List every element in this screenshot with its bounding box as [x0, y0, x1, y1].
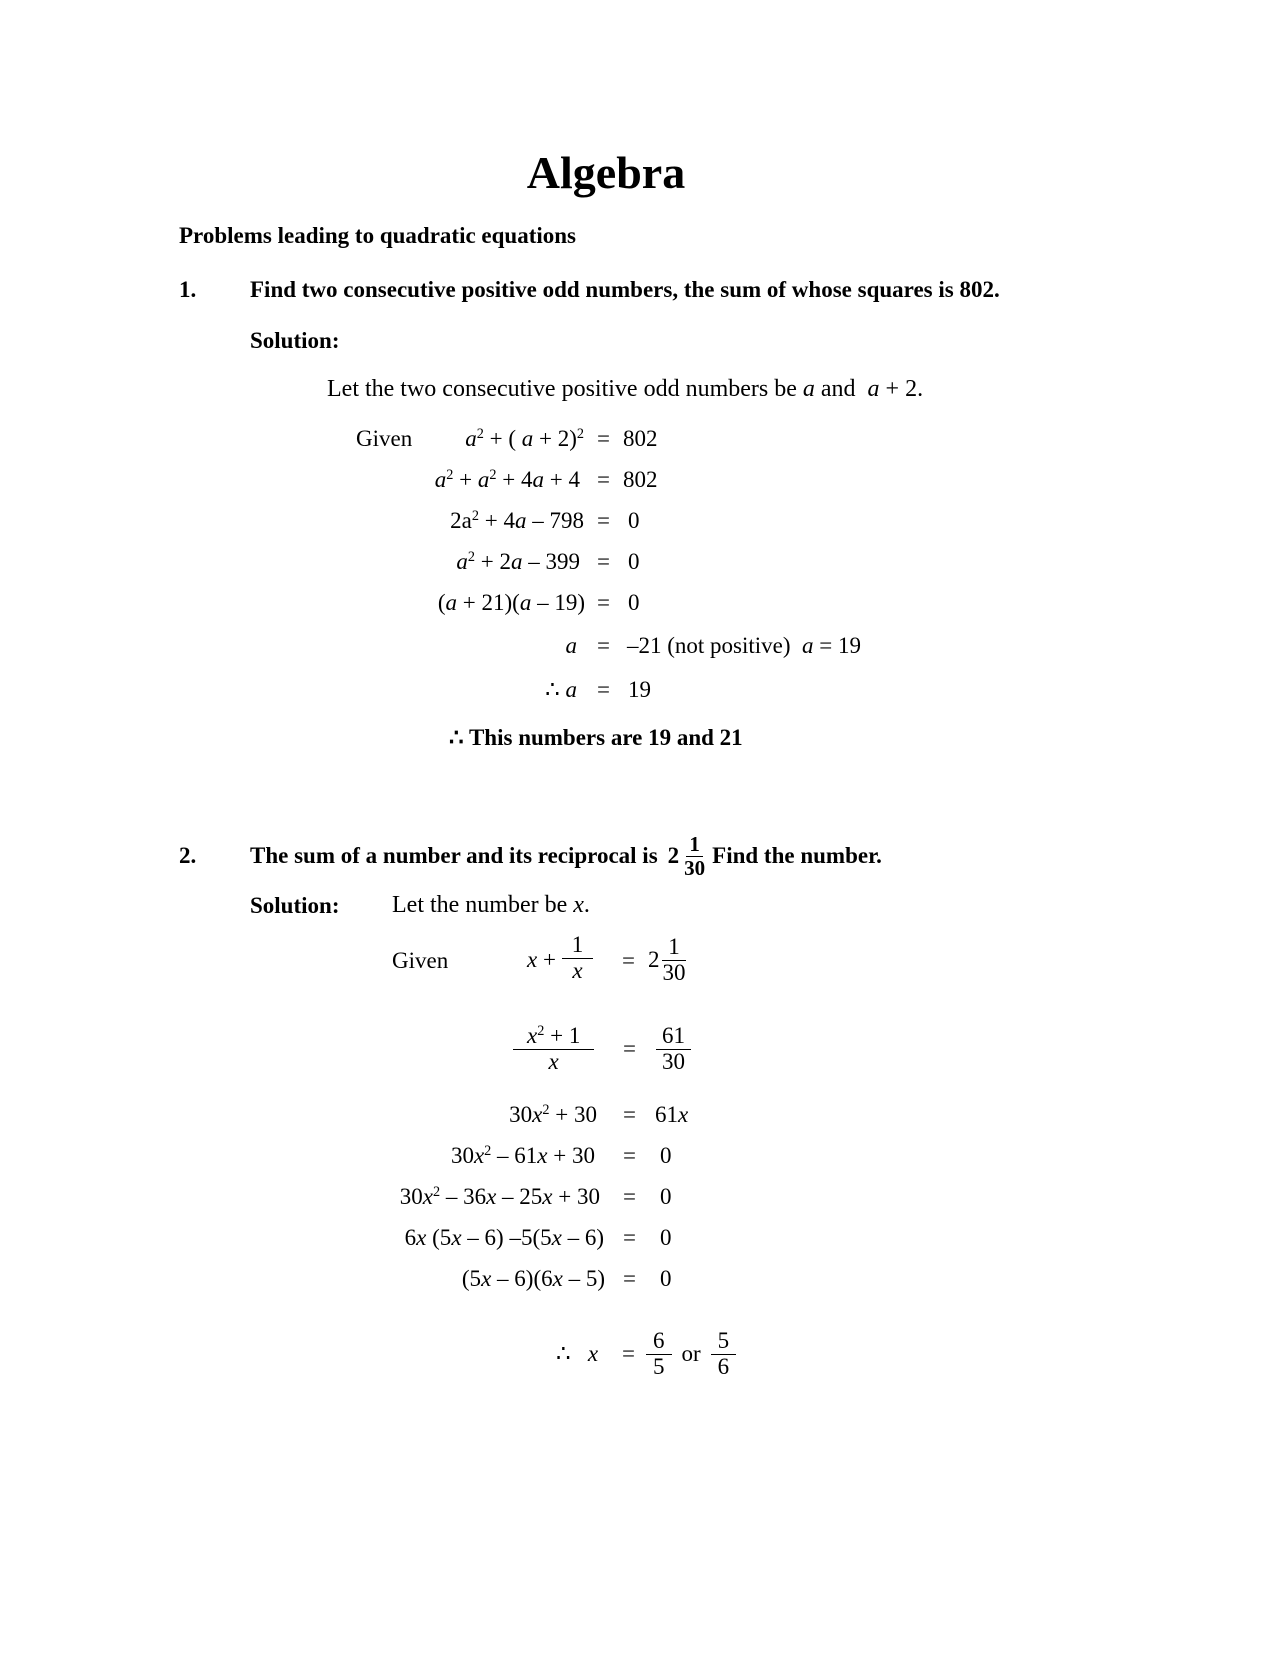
- p1-step-6-rhs: –21 (not positive) a = 19: [627, 633, 862, 658]
- p2-step-4-lhs: 6x (5x – 6) –5(5x – 6): [404, 1225, 604, 1250]
- p2-given-label: Given: [392, 948, 449, 973]
- mixed-whole: 2: [667, 843, 680, 868]
- p1-step-6-rel: =: [597, 633, 610, 658]
- problem-1-statement: Find two consecutive positive odd numbers, the sum of whose squares is 802.: [250, 277, 1000, 302]
- problem-2-solution-label: Solution:: [250, 893, 340, 918]
- and-word: and: [820, 376, 856, 402]
- p1-step-6-lhs: a: [565, 633, 577, 658]
- p2-step-frac-rhs-num: 61: [656, 1024, 691, 1049]
- p2-given-lhs-den: x: [572, 957, 583, 983]
- mixed-fraction-num: 1: [686, 833, 703, 856]
- p2-step-1-lhs: $30x^2 + 30$: [509, 1102, 597, 1127]
- p2-step-4-rhs: 0: [660, 1225, 672, 1250]
- statement-after: Find the number.: [712, 843, 882, 868]
- p2-step-frac-lhs: [513, 1020, 594, 1078]
- p2-step-5-rhs: 0: [660, 1266, 672, 1291]
- p2-step-2-rel: =: [623, 1143, 636, 1168]
- p1-step-2-rel: =: [597, 467, 610, 492]
- mixed-fraction-den: 30: [684, 855, 706, 880]
- p1-step-7-rhs: 19: [628, 677, 651, 702]
- p1-step-3-lhs: $2a^2 + 4a - 798$: [450, 508, 584, 533]
- p2-step-5-lhs: (5x – 6)(6x – 5): [461, 1266, 605, 1291]
- p2-step-2-rhs: 0: [660, 1143, 672, 1168]
- p2-final-rhs: [646, 1325, 736, 1383]
- statement-before: The sum of a number and its reciprocal is: [250, 843, 658, 868]
- p2-given-rhs-frac: [660, 935, 689, 984]
- p2-step-1-rel: =: [623, 1102, 636, 1127]
- var-a: a: [802, 376, 815, 402]
- p2-step-frac-rel: =: [623, 1036, 636, 1061]
- p2-final-num-1: 6: [646, 1329, 672, 1354]
- p2-step-frac-rhs: [656, 1020, 691, 1078]
- p1-step-1-lhs: $a^2$ + ( a + 2)$^2$: [465, 426, 584, 451]
- p1-step-2-lhs: $a^2 + a^2 + 4a + 4$: [434, 467, 580, 492]
- problem-2-intro: Let the number be x.: [392, 892, 590, 918]
- p2-step-frac-lhs-den: x: [548, 1048, 559, 1074]
- p1-step-2-rhs: 802: [623, 467, 658, 492]
- p2-final-frac-2: [711, 1329, 737, 1378]
- p2-step-3-rhs: 0: [660, 1184, 672, 1209]
- p2-final-den-2: 6: [717, 1353, 730, 1379]
- var-a-plus-2: a + 2.: [867, 376, 924, 402]
- section-heading: Problems leading to quadratic equations: [179, 223, 576, 248]
- p2-given-lhs: x + $\frac{1}{x}$: [527, 930, 593, 990]
- p2-given-rhs: [648, 930, 689, 990]
- intro-text: Let the two consecutive positive odd numbers be: [327, 376, 797, 402]
- problem-2-statement: [250, 830, 882, 882]
- problem-1-solution-label: Solution:: [250, 328, 340, 353]
- p2-given-rhs-num: 1: [662, 935, 686, 960]
- p1-step-4-rhs: 0: [628, 549, 640, 574]
- page-title: Algebra: [526, 147, 686, 198]
- p1-step-5-lhs: (a + 21)(a – 19): [437, 590, 585, 615]
- p1-step-3-rhs: 0: [628, 508, 640, 533]
- p2-given-lhs-frac: [562, 933, 594, 982]
- p2-final-or: or: [681, 1341, 701, 1366]
- problem-1-number: 1.: [179, 277, 197, 302]
- p1-step-1-rel: =: [597, 426, 610, 451]
- p2-given-rhs-den: 30: [662, 959, 686, 985]
- p1-step-4-rel: =: [597, 549, 610, 574]
- p2-final-lhs: ∴ x: [556, 1341, 599, 1366]
- p1-step-5-rhs: 0: [628, 590, 640, 615]
- p1-step-7-lhs: ∴ a: [545, 677, 577, 702]
- p2-final-rel: =: [622, 1341, 635, 1366]
- p1-step-1-rhs: 802: [623, 426, 658, 451]
- p2-step-frac-rhs-den: 30: [662, 1048, 685, 1074]
- p2-step-4-rel: =: [623, 1225, 636, 1250]
- problem-1-conclusion: ∴ This numbers are 19 and 21: [449, 725, 743, 750]
- p2-given-lhs-num: 1: [562, 933, 594, 958]
- p2-step-2-lhs: $30x^2 - 61x + 30$: [450, 1143, 595, 1168]
- p2-final-frac-1: [646, 1329, 672, 1378]
- p2-step-3-rel: =: [623, 1184, 636, 1209]
- p1-step-3-rel: =: [597, 508, 610, 533]
- problem-1-intro: [327, 376, 923, 403]
- p2-given-rel: =: [622, 948, 635, 973]
- mixed-fraction: [681, 833, 708, 878]
- p1-step-4-lhs: $a^2 + 2a - 399$: [456, 549, 580, 574]
- p2-step-frac-lhs-num: $x^2 + 1$: [513, 1024, 594, 1049]
- p2-step-3-lhs: $30x^2 - 36x - 25x + 30$: [399, 1184, 600, 1209]
- p1-step-5-rel: =: [597, 590, 610, 615]
- p2-final-num-2: 5: [711, 1329, 737, 1354]
- p2-step-frac-rhs-frac: [656, 1024, 691, 1073]
- p2-step-1-rhs: 61x: [655, 1102, 689, 1127]
- p1-step-7-rel: =: [597, 677, 610, 702]
- p2-step-frac-lhs-frac: [513, 1024, 594, 1073]
- problem-2-number: 2.: [179, 843, 197, 868]
- given-label: Given: [356, 426, 413, 451]
- p2-final-den-1: 5: [653, 1353, 665, 1379]
- p2-given-rhs-whole: 2: [648, 947, 660, 972]
- p2-step-5-rel: =: [623, 1266, 636, 1291]
